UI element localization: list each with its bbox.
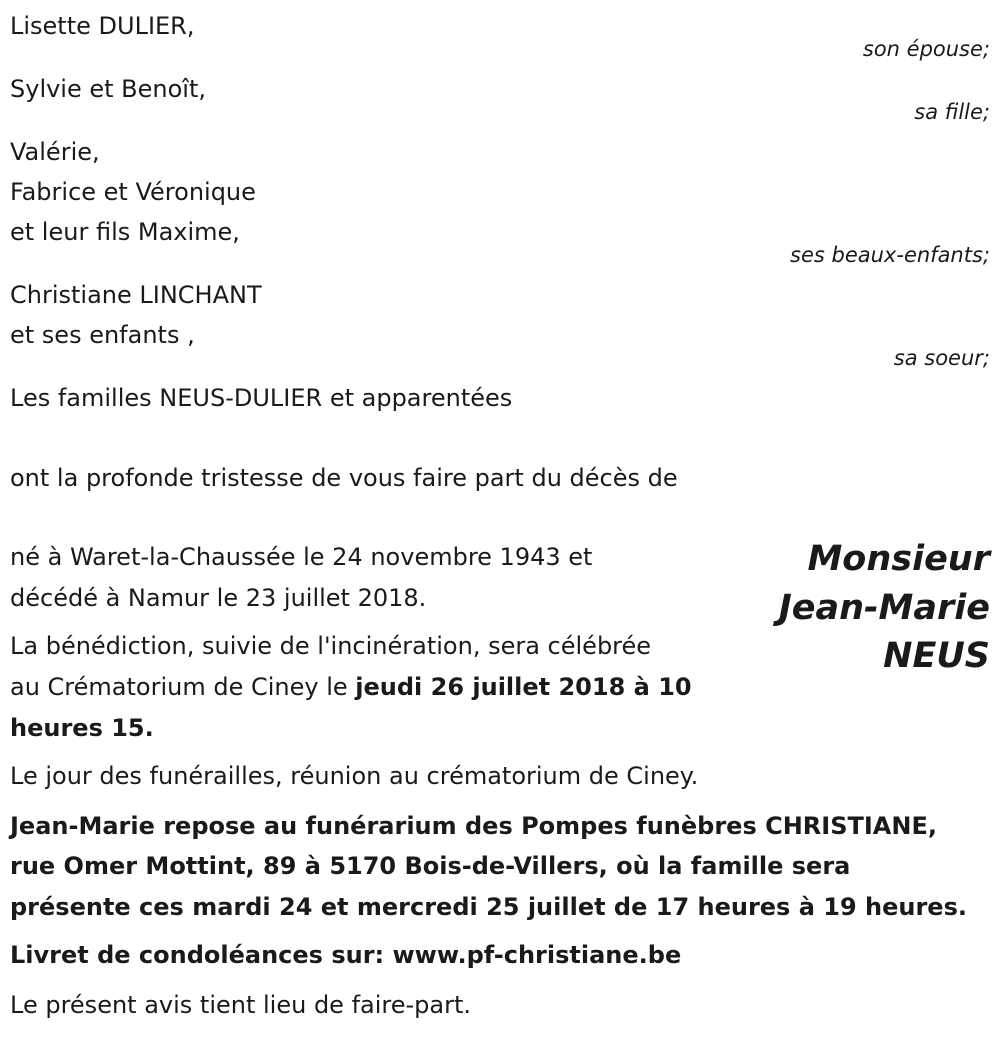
family-member-christiane-children: et ses enfants , bbox=[10, 321, 195, 349]
announcement-text: ont la profonde tristesse de vous faire part du décès de bbox=[10, 464, 678, 492]
family-member-maxime: et leur fils Maxime, bbox=[10, 218, 240, 246]
condolences-line: Livret de condoléances sur: www.pf-christiane.be bbox=[10, 941, 682, 969]
family-member-valerie: Valérie, bbox=[10, 138, 100, 166]
death-line: décédé à Namur le 23 juillet 2018. bbox=[10, 584, 427, 612]
family-member-sylvie: Sylvie et Benoît, bbox=[10, 75, 207, 103]
relation-daughter: sa fille; bbox=[914, 100, 990, 124]
rest-line-3: présente ces mardi 24 et mercredi 25 juillet de 17 heures à 19 heures. bbox=[10, 893, 967, 921]
relation-sister: sa soeur; bbox=[893, 346, 990, 370]
family-member-christiane: Christiane LINCHANT bbox=[10, 281, 262, 309]
ceremony-location: au Crématorium de Ciney le bbox=[10, 673, 356, 701]
families-line: Les familles NEUS-DULIER et apparentées bbox=[10, 384, 513, 412]
closing-line: Le présent avis tient lieu de faire-part. bbox=[10, 991, 472, 1019]
family-member-lisette: Lisette DULIER, bbox=[10, 12, 195, 40]
relation-spouse: son épouse; bbox=[862, 37, 990, 61]
ceremony-line-2 bbox=[10, 667, 692, 707]
ceremony-time: heures 15. bbox=[10, 714, 154, 742]
deceased-last-name: NEUS bbox=[883, 636, 990, 676]
ceremony-date: jeudi 26 juillet 2018 à 10 bbox=[355, 673, 692, 701]
rest-line-1: Jean-Marie repose au funérarium des Pompes funèbres CHRISTIANE, bbox=[10, 812, 937, 840]
ceremony-line-1: La bénédiction, suivie de l'incinération, sera célébrée bbox=[10, 632, 652, 660]
rest-line-2: rue Omer Mottint, 89 à 5170 Bois-de-Villers, où la famille sera bbox=[10, 852, 851, 880]
relation-stepchildren: ses beaux-enfants; bbox=[790, 243, 990, 267]
deceased-first-name: Jean-Marie bbox=[778, 588, 990, 628]
gathering-text: Le jour des funérailles, réunion au crématorium de Ciney. bbox=[10, 762, 699, 790]
birth-line: né à Waret-la-Chaussée le 24 novembre 1943 et bbox=[10, 543, 593, 571]
family-member-fabrice: Fabrice et Véronique bbox=[10, 178, 256, 206]
deceased-title: Monsieur bbox=[807, 539, 990, 579]
